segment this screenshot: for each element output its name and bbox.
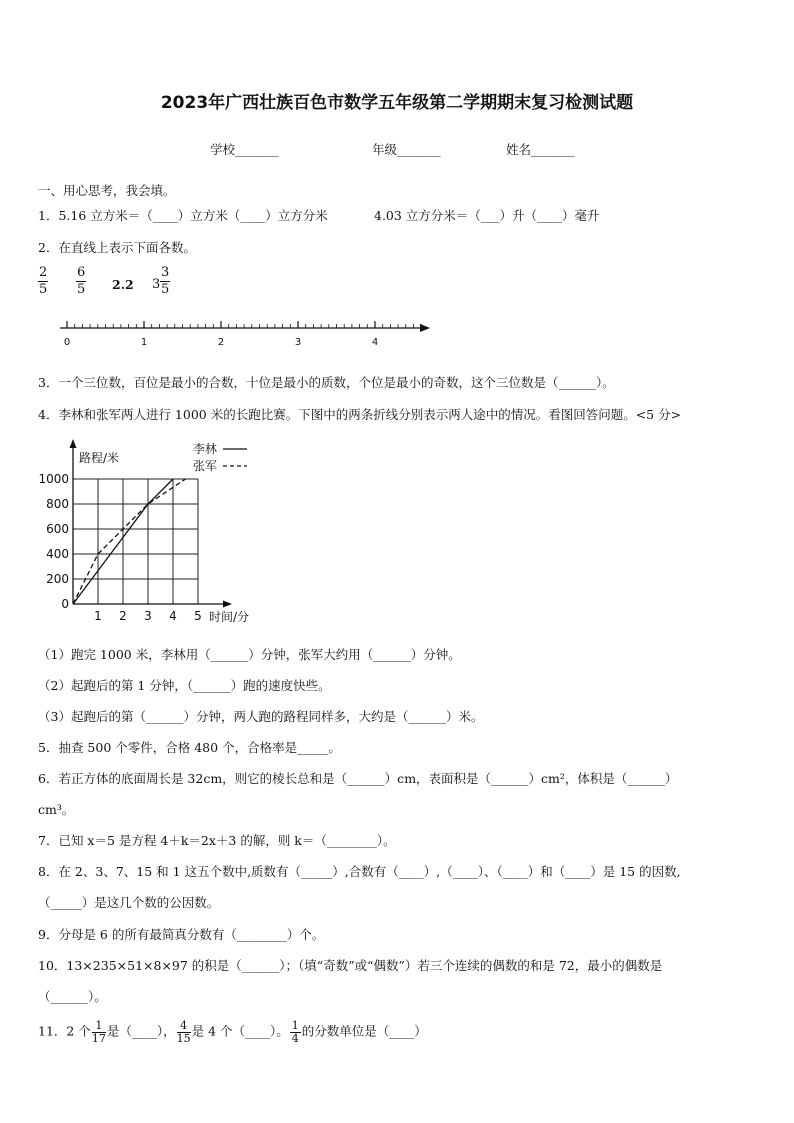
question-1b: 4.03 立方分米＝（___）升（____）毫升 bbox=[374, 208, 600, 223]
q11-text-2: 是（____）， bbox=[106, 1023, 176, 1039]
number-line-label: 0 bbox=[63, 337, 71, 348]
fraction-2-5: $\frac{2}{5}$ bbox=[39, 265, 48, 298]
name-field: 姓名_______ bbox=[506, 142, 575, 157]
question-4-part-3: （3）起跑后的第（______）分钟，两人跑的路程同样多，大约是（______）米。 bbox=[38, 709, 484, 724]
page-title: 2023年广西壮族百色市数学五年级第二学期期末复习检测试题 bbox=[160, 93, 634, 113]
mixed-number-whole: 3 bbox=[152, 277, 161, 292]
number-line-label: 4 bbox=[371, 337, 379, 348]
mixed-number-fraction: $\frac{3}{5}$ bbox=[161, 265, 170, 298]
question-7: 7．已知 x＝5 是方程 4＋k＝2x＋3 的解，则 k＝（________）。 bbox=[38, 833, 396, 848]
y-axis-label: 路程/米 bbox=[79, 451, 120, 465]
legend-label: 张军 bbox=[193, 459, 218, 473]
question-10b: （______）。 bbox=[38, 989, 107, 1004]
x-tick-label: 3 bbox=[144, 609, 152, 623]
x-tick-label: 5 bbox=[194, 609, 202, 623]
question-5: 5．抽查 500 个零件，合格 480 个，合格率是_____。 bbox=[38, 740, 341, 755]
y-tick-label: 800 bbox=[46, 497, 69, 511]
decimal-number: 2.2 bbox=[112, 277, 134, 292]
question-8a: 8．在 2、3、7、15 和 1 这五个数中,质数有（_____）,合数有（____）,（____）、（____）和（____）是 15 的因数, bbox=[38, 864, 681, 879]
question-6b: cm³。 bbox=[38, 802, 75, 817]
y-tick-label: 200 bbox=[46, 572, 69, 586]
number-line bbox=[40, 318, 440, 350]
grade-field: 年级_______ bbox=[372, 142, 441, 157]
question-8b: （_____）是这几个数的公因数。 bbox=[38, 895, 220, 910]
y-tick-label: 400 bbox=[46, 547, 69, 561]
series-line-zhangjun bbox=[73, 479, 186, 604]
q11-text-3: 是 4 个（____）。 bbox=[191, 1023, 289, 1039]
y-axis-arrow bbox=[70, 439, 77, 448]
question-11 bbox=[38, 1020, 427, 1044]
y-tick-label: 0 bbox=[61, 597, 69, 611]
question-4-part-1: （1）跑完 1000 米，李林用（______）分钟，张军大约用（______）分钟。 bbox=[38, 647, 461, 662]
x-axis-arrow bbox=[223, 601, 232, 608]
x-axis-label: 时间/分 bbox=[209, 610, 250, 624]
school-field: 学校_______ bbox=[210, 142, 279, 157]
y-tick-label: 1000 bbox=[38, 472, 69, 486]
x-tick-label: 2 bbox=[119, 609, 127, 623]
fraction-4-15: $\frac{4}{15}$ bbox=[176, 1019, 191, 1045]
question-4-part-2: （2）起跑后的第 1 分钟，（______）跑的速度快些。 bbox=[38, 678, 331, 693]
legend-label: 李林 bbox=[193, 442, 218, 456]
fraction-6-5: $\frac{6}{5}$ bbox=[77, 265, 86, 298]
number-line-label: 3 bbox=[294, 337, 302, 348]
section-heading: 一、用心思考，我会填。 bbox=[38, 183, 176, 198]
question-2: 2．在直线上表示下面各数。 bbox=[38, 240, 196, 255]
question-4: 4．李林和张军两人进行 1000 米的长跑比赛。下图中的两条折线分别表示两人途中的情况。看图回答问题。<5 分> bbox=[38, 407, 682, 422]
x-tick-label: 1 bbox=[94, 609, 102, 623]
question-6a: 6．若正方体的底面周长是 32cm，则它的棱长总和是（______）cm，表面积是（______）cm²，体积是（______） bbox=[38, 771, 678, 786]
fraction-1-4: $\frac{1}{4}$ bbox=[291, 1019, 299, 1045]
line-chart bbox=[30, 437, 270, 629]
question-10a: 10．13×235×51×8×97 的积是（______）；（填“奇数”或“偶数”）若三个连续的偶数的和是 72，最小的偶数是 bbox=[38, 958, 663, 973]
number-line-label: 1 bbox=[140, 337, 148, 348]
q11-text-1: 11．2 个 bbox=[38, 1023, 91, 1039]
y-tick-label: 600 bbox=[46, 522, 69, 536]
question-9: 9．分母是 6 的所有最简真分数有（________）个。 bbox=[38, 927, 325, 942]
question-1a: 1．5.16 立方米＝（____）立方米（____）立方分米 bbox=[38, 208, 328, 223]
question-3: 3．一个三位数，百位是最小的合数，十位是最小的质数，个位是最小的奇数，这个三位数是（______）。 bbox=[38, 375, 615, 390]
q11-text-4: 的分数单位是（____） bbox=[301, 1023, 427, 1039]
fraction-1-17: $\frac{1}{17}$ bbox=[91, 1019, 106, 1045]
number-line-label: 2 bbox=[217, 337, 225, 348]
x-tick-label: 4 bbox=[169, 609, 177, 623]
